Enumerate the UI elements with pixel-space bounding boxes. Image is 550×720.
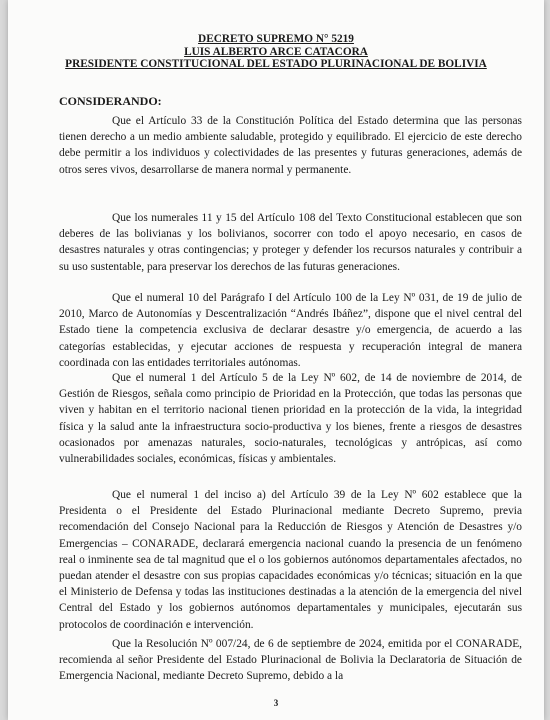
decree-header bbox=[8, 33, 544, 71]
decree-title: DECRETO SUPREMO N° 5219 bbox=[198, 33, 354, 45]
considerando-heading: CONSIDERANDO: bbox=[59, 94, 162, 108]
paragraph-ley602-art39: Que el numeral 1 del inciso a) del Artículo 39 de la Ley Nº 602 establece que la Presidenta o el Presidente del Estado Plurinacional mediante Decreto Supremo, previa recomendación del Consejo Nacional para la Reducción de Riesgos y Atención de Desastres y/o Emergencias – CONARADE, declarará emergencia nacional cuando la presencia de un fenómeno real o inminente sea de tal magnitud que el o los gobiernos autónomos departamentales afectados, no puedan atender el desastre con sus propias capacidades económicas y/o técnicas; situación en la que el Ministerio de Defensa y todas las instituciones destinadas a la atención de la emergencia del nivel Central del Estado y los gobiernos autónomos departamentales y municipales, ejecutarán sus protocolos de coordinación e intervención. bbox=[59, 489, 522, 631]
paragraph-ley602-art5: Que el numeral 1 del Artículo 5 de la Ley Nº 602, de 14 de noviembre de 2014, de Gestión de Riesgos, señala como principio de Prioridad en la Protección, que todas las personas que viven y habitan en el territorio nacional tienen prioridad en la protección de la vida, la integridad física y la salud ante la infraestructura socio-productiva y los bienes, frente a riesgos de desastres ocasionados por amenazas naturales, socio-naturales, tecnológicas y antrópicas, así como vulnerabilidades sociales, económicas, físicas y ambientales. bbox=[59, 372, 522, 466]
president-name: LUIS ALBERTO ARCE CATACORA bbox=[184, 45, 368, 58]
paragraph-art108: Que los numerales 11 y 15 del Artículo 108 del Texto Constitucional establecen que son deberes de las bolivianas y los bolivianos, socorrer con todo el apoyo necesario, en casos de desastres naturales y otras contingencias; y proteger y defender los recursos naturales y contribuir a su uso sustentable, para preservar los derechos de las futuras generaciones. bbox=[59, 212, 522, 273]
page-number: 3 bbox=[273, 698, 279, 708]
paragraph-ley031: Que el numeral 10 del Parágrafo I del Artículo 100 de la Ley Nº 031, de 19 de julio de 2010, Marco de Autonomías y Descentralización “Andrés Ibáñez”, dispone que el nivel central del Estado tiene la competencia exclusiva de declarar desastre y/o emergencia, de acuerdo a las categorías establecidas, y ejecutar acciones de respuesta y recuperación integral de manera coordinada con las entidades territoriales autónomas. bbox=[59, 292, 522, 369]
paragraph-art33: Que el Artículo 33 de la Constitución Política del Estado determina que las personas tienen derecho a un medio ambiente saludable, protegido y equilibrado. El ejercicio de este derecho debe permitir a los individuos y colectividades de las presentes y futuras generaciones, además de otros seres vivos, desarrollarse de manera normal y permanente. bbox=[59, 115, 522, 176]
president-title: PRESIDENTE CONSTITUCIONAL DEL ESTADO PLURINACIONAL DE BOLIVIA bbox=[65, 58, 487, 70]
paragraph-resolucion: Que la Resolución Nº 007/24, de 6 de septiembre de 2024, emitida por el CONARADE, recomienda al señor Presidente del Estado Plurinacional de Bolivia la Declaratoria de Situación de Emergencia Nacional, mediante Decreto Supremo, debido a la bbox=[59, 638, 522, 683]
document-page bbox=[8, 0, 544, 720]
